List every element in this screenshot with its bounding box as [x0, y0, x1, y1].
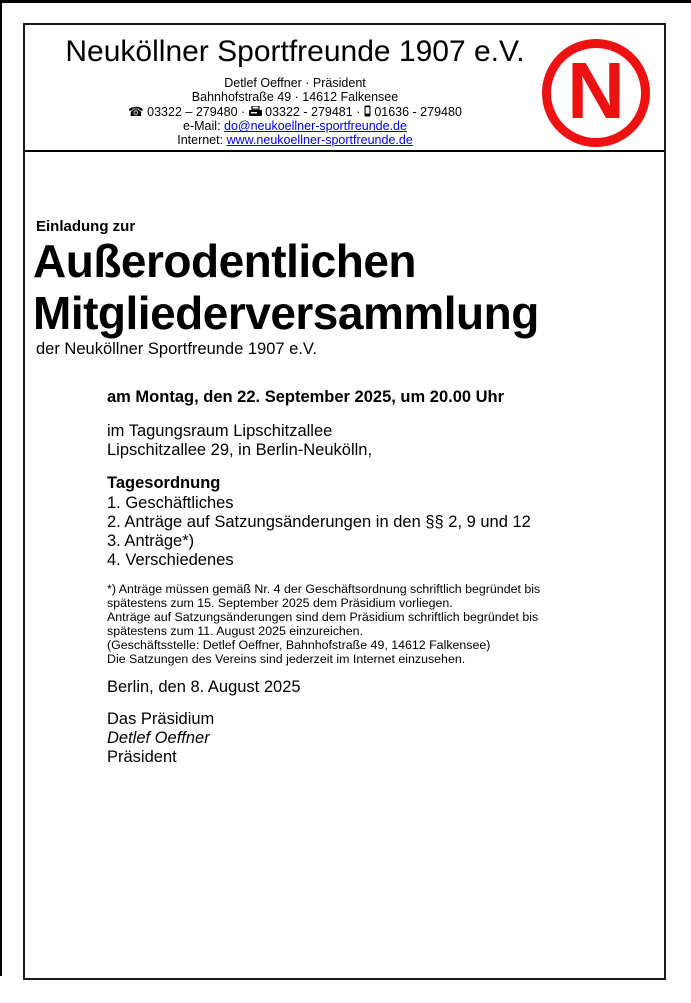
signature-org: Das Präsidium	[107, 710, 215, 728]
fax-icon	[249, 106, 262, 121]
separator-dot: ·	[352, 104, 364, 119]
website-link[interactable]: www.neukoellner-sportfreunde.de	[226, 133, 413, 148]
footnote-line: spätestens zum 15. September 2025 dem Präsidium vorliegen.	[107, 596, 453, 611]
internet-label: Internet:	[177, 133, 227, 148]
agenda-item: 4. Verschiedenes	[107, 551, 234, 569]
screenshot-left-edge	[0, 0, 2, 976]
agenda-item: 2. Anträge auf Satzungsänderungen in den §§ 2, 9 und 12	[107, 513, 531, 531]
footnote-line: Die Satzungen des Vereins sind jederzeit im Internet einzusehen.	[107, 652, 466, 667]
meeting-location	[107, 422, 372, 460]
meeting-datetime: am Montag, den 22. September 2025, um 20.00 Uhr	[107, 388, 505, 406]
internet-line	[25, 134, 565, 148]
letter-page	[23, 23, 666, 980]
email-link[interactable]: do@neukoellner-sportfreunde.de	[224, 119, 407, 134]
subtitle: der Neuköllner Sportfreunde 1907 e.V.	[36, 340, 317, 358]
separator-dot: ·	[237, 104, 249, 119]
phone-icon: ☎	[128, 103, 144, 119]
signature-name: Detlef Oeffner	[107, 729, 210, 747]
logo-letter-n: N	[567, 46, 625, 135]
invitation-intro: Einladung zur	[36, 218, 136, 235]
main-title-line1: Außerodentlichen	[33, 235, 417, 287]
letterhead	[25, 25, 664, 152]
president-line: Detlef Oeffner · Präsident	[224, 76, 366, 90]
signature-block	[107, 710, 214, 767]
club-name: Neuköllner Sportfreunde 1907 e.V.	[65, 35, 525, 68]
agenda-item: 3. Anträge*)	[107, 532, 195, 550]
mobile-icon	[364, 105, 371, 121]
mobile-number: 01636 - 279480	[374, 104, 462, 119]
main-title	[33, 235, 539, 339]
location-line1: im Tagungsraum Lipschitzallee	[107, 422, 333, 440]
footnote-line: Anträge auf Satzungsänderungen sind dem Präsidium schriftlich begründet bis	[107, 610, 539, 625]
email-line	[25, 120, 565, 134]
address-line: Bahnhofstraße 49 · 14612 Falkensee	[191, 89, 399, 104]
footnote-line: *) Anträge müssen gemäß Nr. 4 der Geschäftsordnung schriftlich begründet bis	[107, 582, 541, 596]
agenda-item: 1. Geschäftliches	[107, 494, 234, 512]
phone-number: 03322 – 279480	[147, 104, 238, 119]
agenda-heading: Tagesordnung	[107, 474, 221, 492]
club-logo	[542, 39, 650, 147]
fax-number: 03322 - 279481	[265, 104, 353, 119]
letterhead-text	[25, 35, 565, 148]
email-label: e-Mail:	[183, 119, 225, 134]
screenshot-top-edge	[0, 0, 691, 3]
phone-fax-mobile-line	[25, 105, 565, 121]
footnote-line: (Geschäftsstelle: Detlef Oeffner, Bahnhofstraße 49, 14612 Falkensee)	[107, 638, 491, 653]
agenda-list	[107, 494, 531, 570]
date-place: Berlin, den 8. August 2025	[107, 678, 301, 696]
signature-title: Präsident	[107, 748, 177, 766]
main-title-line2: Mitgliederversammlung	[33, 287, 539, 339]
footnote	[107, 582, 540, 667]
location-line2: Lipschitzallee 29, in Berlin-Neukölln,	[107, 441, 373, 459]
footnote-line: spätestens zum 11. August 2025 einzureichen.	[107, 624, 364, 639]
